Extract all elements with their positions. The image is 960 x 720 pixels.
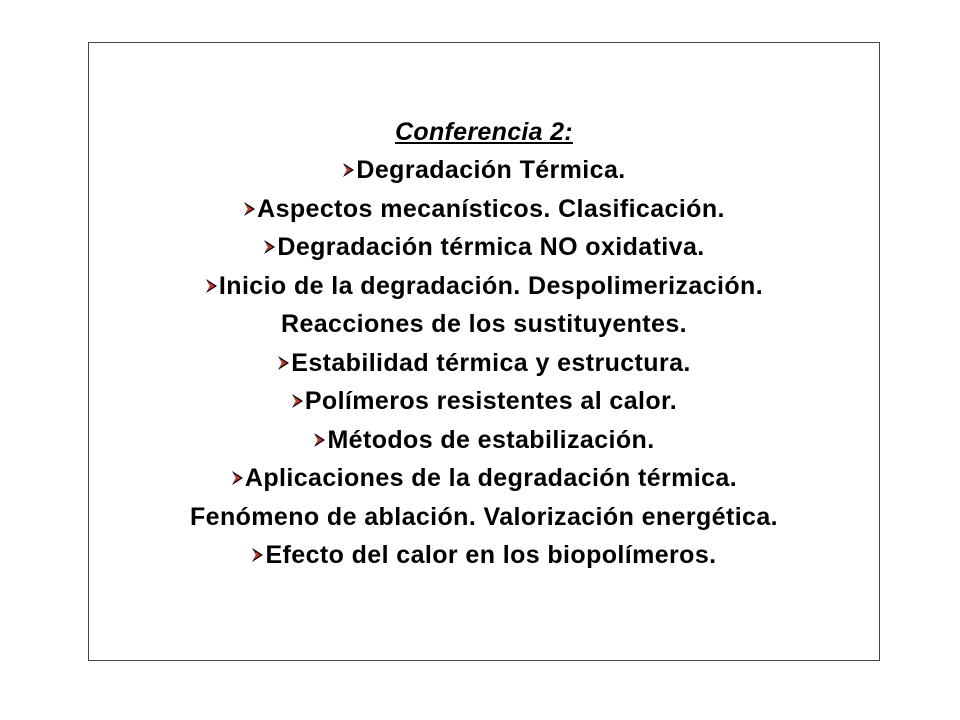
arrow-bullet-icon bbox=[263, 238, 276, 256]
list-item bbox=[89, 267, 879, 306]
list-item-text: Inicio de la degradación. Despolimerización. bbox=[218, 271, 764, 300]
list-item-text: Polímeros resistentes al calor. bbox=[304, 387, 678, 415]
list-item-text: Métodos de estabilización. bbox=[327, 425, 655, 454]
arrow-bullet-icon bbox=[291, 392, 304, 410]
slide-content bbox=[89, 113, 879, 575]
list-item bbox=[89, 536, 879, 575]
list-item-text: Fenómeno de ablación. Valorización energética. bbox=[189, 502, 778, 531]
list-item-text: Reacciones de los sustituyentes. bbox=[280, 310, 687, 338]
list-item-text: Degradación Térmica. bbox=[356, 156, 626, 184]
list-item bbox=[89, 190, 879, 229]
arrow-bullet-icon bbox=[231, 469, 244, 487]
list-item bbox=[89, 382, 879, 421]
slide-frame bbox=[88, 42, 880, 661]
list-item-text: Degradación térmica NO oxidativa. bbox=[277, 233, 705, 261]
list-item-continuation bbox=[89, 498, 879, 537]
arrow-bullet-icon bbox=[342, 161, 355, 179]
arrow-bullet-icon bbox=[251, 546, 264, 564]
list-item-text: Estabilidad térmica y estructura. bbox=[291, 348, 691, 377]
list-item bbox=[89, 459, 879, 498]
list-item-text: Aplicaciones de la degradación térmica. bbox=[244, 464, 738, 492]
list-item-text: Efecto del calor en los biopolímeros. bbox=[265, 541, 717, 569]
arrow-bullet-icon bbox=[243, 200, 256, 218]
slide-title: Conferencia 2: bbox=[395, 118, 573, 146]
list-item bbox=[89, 151, 879, 190]
list-item bbox=[89, 228, 879, 267]
arrow-bullet-icon bbox=[277, 354, 290, 372]
list-item-text: Aspectos mecanísticos. Clasificación. bbox=[257, 194, 725, 223]
list-item bbox=[89, 421, 879, 460]
list-item-continuation bbox=[89, 305, 879, 344]
arrow-bullet-icon bbox=[205, 277, 218, 295]
arrow-bullet-icon bbox=[313, 431, 326, 449]
list-item bbox=[89, 344, 879, 383]
